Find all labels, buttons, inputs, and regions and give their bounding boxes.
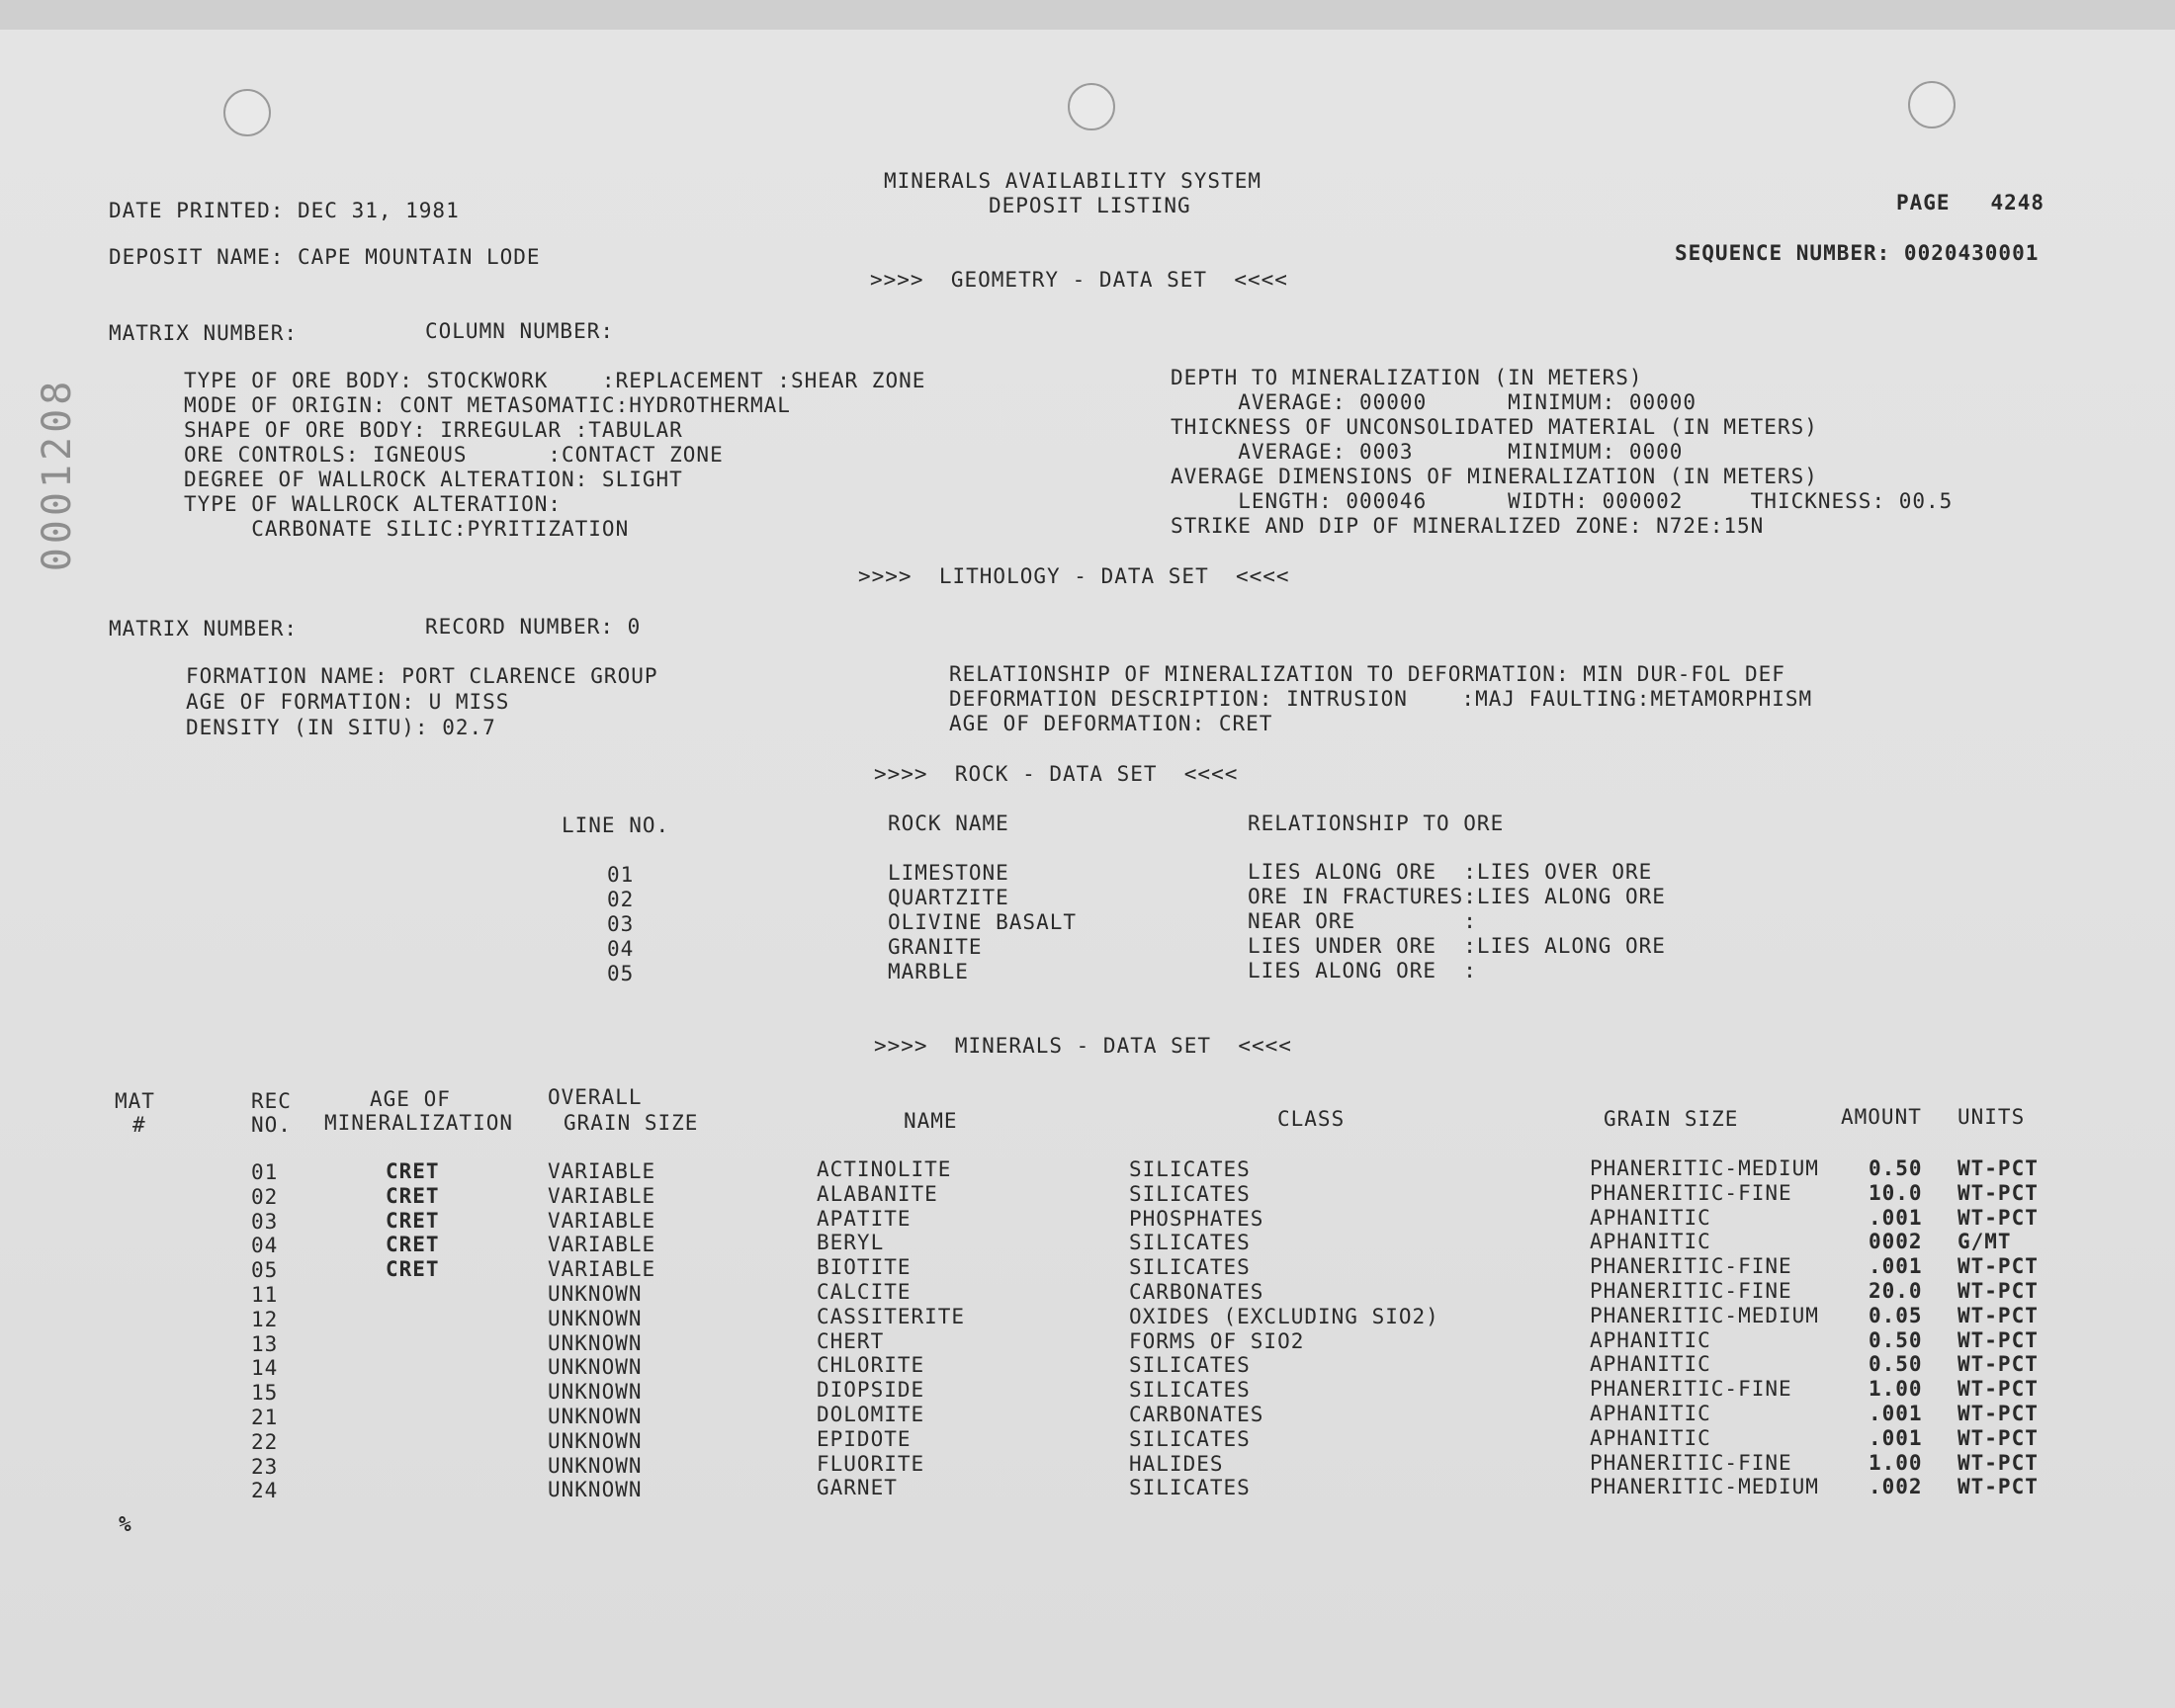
mineral-row-class: CARBONATES — [1129, 1403, 1264, 1426]
mineral-row-overall-grain: VARIABLE — [548, 1257, 656, 1282]
geometry-left-line: TYPE OF ORE BODY: STOCKWORK :REPLACEMENT :SHEAR ZONE — [184, 369, 926, 392]
mineral-row-amount: 0.50 — [1869, 1327, 1923, 1352]
mineral-row-units: WT-PCT — [1958, 1402, 2039, 1425]
mineral-row-rec-no: 23 — [251, 1454, 279, 1479]
mineral-row-name: GARNET — [817, 1476, 898, 1500]
min-header-mat-1: MAT — [115, 1089, 155, 1113]
mineral-row-class: HALIDES — [1129, 1451, 1224, 1476]
rock-row-name: OLIVINE BASALT — [888, 910, 1078, 934]
rock-row-name: GRANITE — [888, 935, 983, 959]
mineral-row-units: WT-PCT — [1958, 1425, 2039, 1450]
mineral-row-overall-grain: UNKNOWN — [548, 1282, 643, 1306]
min-header-overall-1: OVERALL — [548, 1085, 643, 1109]
geometry-right-line: AVERAGE: 0003 MINIMUM: 0000 — [1171, 440, 1684, 464]
geometry-right-line: THICKNESS OF UNCONSOLIDATED MATERIAL (IN METERS) — [1171, 415, 1818, 439]
geometry-left-line: DEGREE OF WALLROCK ALTERATION: SLIGHT — [184, 468, 683, 491]
min-header-amount: AMOUNT — [1841, 1105, 1922, 1129]
minerals-section-title: >>>> MINERALS - DATA SET <<<< — [874, 1034, 1292, 1058]
rock-row-line-no: 02 — [607, 888, 635, 911]
geometry-matrix-number: MATRIX NUMBER: — [109, 321, 299, 345]
mineral-row-rec-no: 22 — [251, 1429, 279, 1454]
mineral-row-rec-no: 02 — [251, 1184, 279, 1209]
rock-row-name: LIMESTONE — [888, 861, 1009, 885]
geometry-right-line: AVERAGE DIMENSIONS OF MINERALIZATION (IN METERS) — [1171, 465, 1818, 488]
mineral-row-grain-size: APHANITIC — [1590, 1402, 1711, 1425]
min-header-class: CLASS — [1277, 1107, 1346, 1131]
mineral-row-amount: .001 — [1869, 1425, 1923, 1450]
mineral-row-overall-grain: VARIABLE — [548, 1159, 656, 1183]
mineral-row-grain-size: PHANERITIC-FINE — [1590, 1254, 1792, 1279]
mineral-row-grain-size: PHANERITIC-FINE — [1590, 1180, 1792, 1205]
mineral-row-grain-size: APHANITIC — [1590, 1327, 1711, 1352]
mineral-row-rec-no: 15 — [251, 1381, 279, 1406]
geometry-right-line: AVERAGE: 00000 MINIMUM: 00000 — [1171, 390, 1697, 414]
mineral-row-units: WT-PCT — [1958, 1450, 2039, 1475]
geometry-column-number: COLUMN NUMBER: — [425, 319, 615, 343]
sequence-number: SEQUENCE NUMBER: 0020430001 — [1675, 241, 2040, 265]
mineral-row-units: WT-PCT — [1958, 1180, 2039, 1205]
mineral-row-name: CHLORITE — [817, 1353, 925, 1378]
mineral-row-rec-no: 04 — [251, 1234, 279, 1258]
mineral-row-units: WT-PCT — [1958, 1205, 2039, 1230]
mineral-row-units: WT-PCT — [1958, 1303, 2039, 1327]
mineral-row-name: ACTINOLITE — [817, 1157, 952, 1181]
mineral-row-name: CASSITERITE — [817, 1304, 966, 1328]
geometry-left-line: SHAPE OF ORE BODY: IRREGULAR :TABULAR — [184, 418, 683, 442]
min-header-mat-2: # — [132, 1113, 146, 1137]
rock-row-line-no: 04 — [607, 937, 635, 961]
mineral-row-units: WT-PCT — [1958, 1279, 2039, 1303]
rock-row-relationship: LIES ALONG ORE :LIES OVER ORE — [1248, 860, 1653, 884]
geometry-left-line: TYPE OF WALLROCK ALTERATION: — [184, 492, 563, 516]
lithology-matrix-number: MATRIX NUMBER: — [109, 617, 299, 640]
rock-row-name: MARBLE — [888, 960, 969, 983]
rock-row-line-no: 03 — [607, 912, 635, 936]
min-header-grain: GRAIN SIZE — [1604, 1107, 1739, 1131]
mineral-row-overall-grain: UNKNOWN — [548, 1405, 643, 1428]
mineral-row-units: WT-PCT — [1958, 1327, 2039, 1352]
mineral-row-name: CALCITE — [817, 1280, 912, 1304]
lithology-section-title: >>>> LITHOLOGY - DATA SET <<<< — [858, 564, 1290, 588]
min-header-overall-2: GRAIN SIZE — [564, 1111, 699, 1135]
mineral-row-overall-grain: VARIABLE — [548, 1208, 656, 1233]
lithology-right-line: AGE OF DEFORMATION: CRET — [949, 712, 1273, 735]
geometry-right-line: DEPTH TO MINERALIZATION (IN METERS) — [1171, 366, 1643, 389]
mineral-row-units: WT-PCT — [1958, 1254, 2039, 1279]
mineral-row-class: SILICATES — [1129, 1426, 1251, 1451]
mineral-row-class: CARBONATES — [1129, 1280, 1264, 1304]
mineral-row-amount: 20.0 — [1869, 1279, 1923, 1303]
min-header-rec-1: REC — [251, 1089, 292, 1113]
lithology-left-line: AGE OF FORMATION: U MISS — [186, 690, 510, 714]
mineral-row-overall-grain: UNKNOWN — [548, 1380, 643, 1405]
punch-hole-left — [223, 89, 271, 136]
deposit-name: DEPOSIT NAME: CAPE MOUNTAIN LODE — [109, 245, 541, 269]
mineral-row-grain-size: PHANERITIC-MEDIUM — [1590, 1475, 1819, 1499]
system-title: MINERALS AVAILABILITY SYSTEM — [884, 169, 1262, 193]
geometry-section-title: >>>> GEOMETRY - DATA SET <<<< — [870, 268, 1288, 292]
scan-top-edge — [0, 0, 2175, 30]
mineral-row-grain-size: PHANERITIC-MEDIUM — [1590, 1156, 1819, 1180]
mineral-row-grain-size: APHANITIC — [1590, 1352, 1711, 1377]
mineral-row-class: FORMS OF SIO2 — [1129, 1328, 1305, 1353]
mineral-row-overall-grain: UNKNOWN — [548, 1453, 643, 1478]
mineral-row-grain-size: PHANERITIC-FINE — [1590, 1377, 1792, 1402]
rock-header-name: ROCK NAME — [888, 811, 1009, 835]
mineral-row-amount: 0.50 — [1869, 1156, 1923, 1180]
mineral-row-grain-size: PHANERITIC-FINE — [1590, 1450, 1792, 1475]
mineral-row-name: APATITE — [817, 1206, 912, 1231]
mineral-row-name: DOLOMITE — [817, 1403, 925, 1426]
mineral-row-grain-size: APHANITIC — [1590, 1230, 1711, 1254]
mineral-row-class: SILICATES — [1129, 1476, 1251, 1500]
date-printed: DATE PRINTED: DEC 31, 1981 — [109, 199, 460, 222]
min-header-rec-2: NO. — [251, 1113, 292, 1137]
mineral-row-class: PHOSPHATES — [1129, 1206, 1264, 1231]
mineral-row-units: G/MT — [1958, 1230, 2012, 1254]
side-stamp-number: 0001208 — [35, 377, 80, 572]
geometry-left-line: ORE CONTROLS: IGNEOUS :CONTACT ZONE — [184, 443, 724, 467]
min-header-age-1: AGE OF — [370, 1087, 451, 1111]
rock-header-relationship: RELATIONSHIP TO ORE — [1248, 811, 1505, 835]
mineral-row-amount: .001 — [1869, 1254, 1923, 1279]
lithology-left-line: DENSITY (IN SITU): 02.7 — [186, 716, 496, 739]
mineral-row-rec-no: 01 — [251, 1160, 279, 1184]
mineral-row-class: SILICATES — [1129, 1181, 1251, 1206]
mineral-row-grain-size: PHANERITIC-MEDIUM — [1590, 1303, 1819, 1327]
mineral-row-units: WT-PCT — [1958, 1377, 2039, 1402]
listing-title: DEPOSIT LISTING — [989, 194, 1191, 217]
mineral-row-class: SILICATES — [1129, 1157, 1251, 1181]
mineral-row-name: BERYL — [817, 1231, 885, 1255]
rock-row-relationship: ORE IN FRACTURES:LIES ALONG ORE — [1248, 885, 1666, 908]
mineral-row-name: ALABANITE — [817, 1181, 938, 1206]
punch-hole-center — [1068, 83, 1115, 130]
mineral-row-rec-no: 05 — [251, 1258, 279, 1283]
rock-row-relationship: LIES UNDER ORE :LIES ALONG ORE — [1248, 934, 1666, 958]
mineral-row-rec-no: 12 — [251, 1307, 279, 1331]
mineral-row-overall-grain: UNKNOWN — [548, 1355, 643, 1380]
mineral-row-name: EPIDOTE — [817, 1426, 912, 1451]
mineral-row-amount: 0.50 — [1869, 1352, 1923, 1377]
lithology-right-line: DEFORMATION DESCRIPTION: INTRUSION :MAJ FAULTING:METAMORPHISM — [949, 687, 1813, 711]
mineral-row-overall-grain: UNKNOWN — [548, 1428, 643, 1453]
mineral-row-overall-grain: VARIABLE — [548, 1233, 656, 1257]
mineral-row-name: CHERT — [817, 1328, 885, 1353]
geometry-left-line: CARBONATE SILIC:PYRITIZATION — [184, 517, 630, 541]
mineral-row-rec-no: 21 — [251, 1406, 279, 1429]
rock-row-line-no: 01 — [607, 863, 635, 887]
geometry-right-line: LENGTH: 000046 WIDTH: 000002 THICKNESS: 00.5 — [1171, 489, 1954, 513]
mineral-row-amount: 10.0 — [1869, 1180, 1923, 1205]
page-number: PAGE 4248 — [1896, 191, 2045, 214]
mineral-row-age: CRET — [386, 1183, 440, 1208]
mineral-row-age: CRET — [386, 1208, 440, 1233]
mineral-row-name: BIOTITE — [817, 1255, 912, 1280]
mineral-row-age: CRET — [386, 1233, 440, 1257]
mineral-row-rec-no: 11 — [251, 1283, 279, 1307]
mineral-row-units: WT-PCT — [1958, 1156, 2039, 1180]
mineral-row-grain-size: APHANITIC — [1590, 1425, 1711, 1450]
mineral-row-class: SILICATES — [1129, 1378, 1251, 1403]
mineral-row-class: OXIDES (EXCLUDING SIO2) — [1129, 1304, 1439, 1328]
mineral-row-amount: .001 — [1869, 1205, 1923, 1230]
mineral-row-overall-grain: VARIABLE — [548, 1183, 656, 1208]
rock-section-title: >>>> ROCK - DATA SET <<<< — [874, 762, 1239, 786]
rock-row-relationship: NEAR ORE : — [1248, 909, 1477, 933]
footer-percent-mark: % — [119, 1512, 132, 1536]
mineral-row-amount: 0.05 — [1869, 1303, 1923, 1327]
mineral-row-name: FLUORITE — [817, 1451, 925, 1476]
mineral-row-rec-no: 24 — [251, 1479, 279, 1503]
rock-row-relationship: LIES ALONG ORE : — [1248, 959, 1477, 982]
geometry-left-line: MODE OF ORIGIN: CONT METASOMATIC:HYDROTHERMAL — [184, 393, 791, 417]
mineral-row-amount: 1.00 — [1869, 1377, 1923, 1402]
rock-row-name: QUARTZITE — [888, 886, 1009, 909]
rock-row-line-no: 05 — [607, 962, 635, 985]
mineral-row-amount: .001 — [1869, 1402, 1923, 1425]
lithology-record-number: RECORD NUMBER: 0 — [425, 615, 642, 639]
mineral-row-grain-size: APHANITIC — [1590, 1205, 1711, 1230]
mineral-row-class: SILICATES — [1129, 1255, 1251, 1280]
min-header-name: NAME — [904, 1109, 958, 1133]
mineral-row-class: SILICATES — [1129, 1231, 1251, 1255]
mineral-row-name: DIOPSIDE — [817, 1378, 925, 1403]
mineral-row-units: WT-PCT — [1958, 1352, 2039, 1377]
lithology-right-line: RELATIONSHIP OF MINERALIZATION TO DEFORMATION: MIN DUR-FOL DEF — [949, 662, 1785, 686]
mineral-row-rec-no: 14 — [251, 1356, 279, 1381]
mineral-row-amount: .002 — [1869, 1475, 1923, 1499]
min-header-age-2: MINERALIZATION — [324, 1111, 514, 1135]
rock-header-line: LINE NO. — [562, 813, 670, 837]
mineral-row-rec-no: 03 — [251, 1209, 279, 1234]
mineral-row-age: CRET — [386, 1257, 440, 1282]
mineral-row-amount: 1.00 — [1869, 1450, 1923, 1475]
geometry-right-line: STRIKE AND DIP OF MINERALIZED ZONE: N72E:15N — [1171, 514, 1765, 538]
punch-hole-right — [1908, 81, 1956, 128]
mineral-row-overall-grain: UNKNOWN — [548, 1330, 643, 1355]
mineral-row-amount: 0002 — [1869, 1230, 1923, 1254]
mineral-row-overall-grain: UNKNOWN — [548, 1306, 643, 1330]
mineral-row-rec-no: 13 — [251, 1331, 279, 1356]
lithology-left-line: FORMATION NAME: PORT CLARENCE GROUP — [186, 664, 658, 688]
mineral-row-grain-size: PHANERITIC-FINE — [1590, 1279, 1792, 1303]
mineral-row-class: SILICATES — [1129, 1353, 1251, 1378]
min-header-units: UNITS — [1958, 1105, 2026, 1129]
mineral-row-age: CRET — [386, 1159, 440, 1183]
mineral-row-overall-grain: UNKNOWN — [548, 1478, 643, 1502]
mineral-row-units: WT-PCT — [1958, 1475, 2039, 1499]
